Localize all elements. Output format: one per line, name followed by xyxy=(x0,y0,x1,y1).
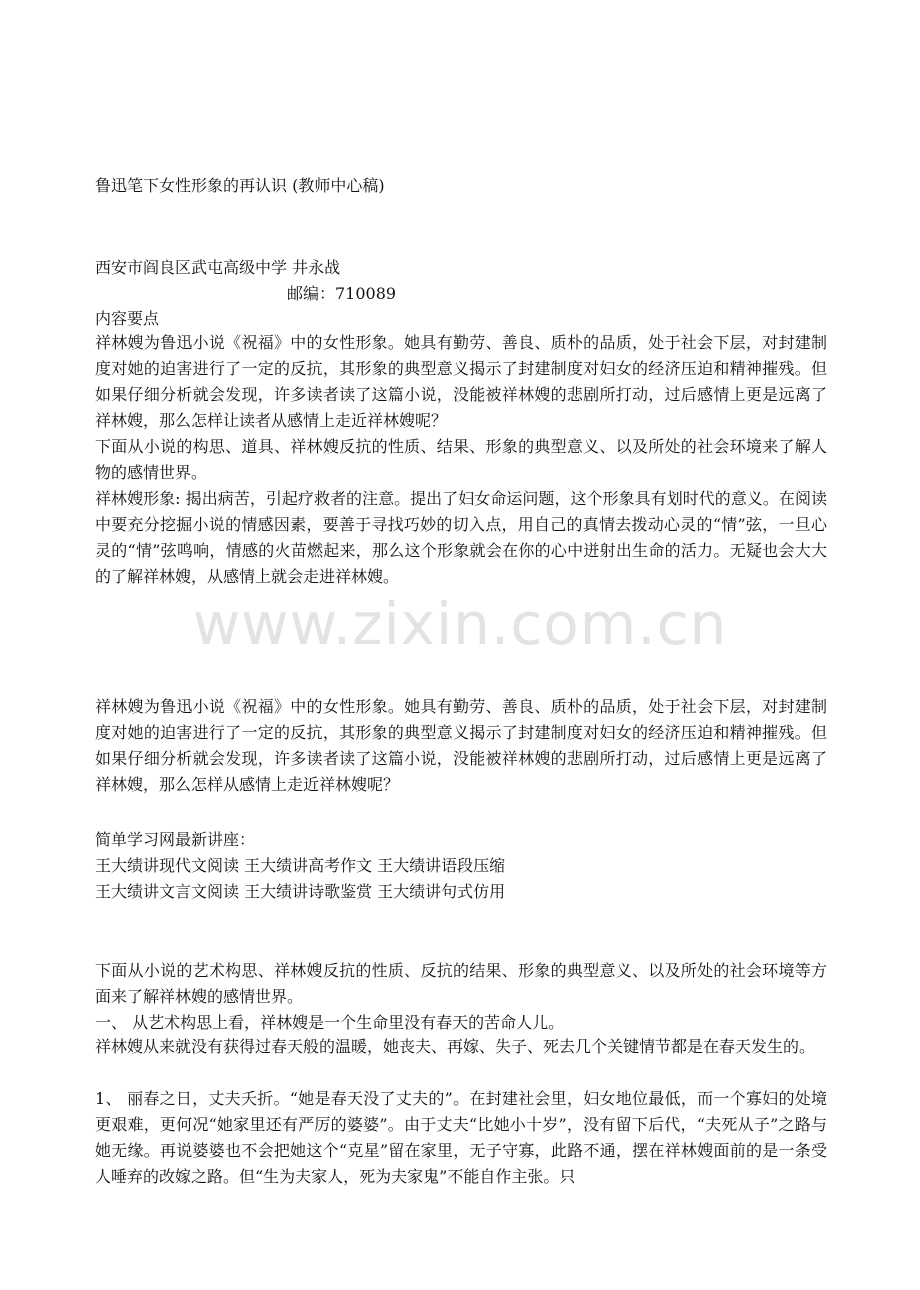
section-heading-1: 一、 从艺术构思上看，祥林嫂是一个生命里没有春天的苦命人儿。 xyxy=(95,1013,565,1032)
ad-lecture-list-1: 王大绩讲现代文阅读 王大绩讲高考作文 王大绩讲语段压缩 xyxy=(95,856,506,875)
ad-heading: 简单学习网最新讲座： xyxy=(95,830,256,849)
summary-heading: 内容要点 xyxy=(95,309,160,328)
author-line: 西安市阎良区武屯高级中学 井永战 xyxy=(95,258,341,277)
section-intro-paragraph: 下面从小说的艺术构思、祥林嫂反抗的性质、反抗的结果、形象的典型意义、以及所处的社会环境等方面来了解祥林嫂的感情世界。 xyxy=(95,961,827,1006)
document-title: 鲁迅笔下女性形象的再认识 (教师中心稿) xyxy=(95,176,385,195)
spring-paragraph: 祥林嫂从来就没有获得过春天般的温暖，她丧夫、再嫁、失子、死去几个关键情节都是在春天发生的。 xyxy=(95,1037,816,1056)
summary-paragraph-1: 祥林嫂为鲁迅小说《祝福》中的女性形象。她具有勤劳、善良、质朴的品质，处于社会下层，对封建制度对她的迫害进行了一定的反抗，其形象的典型意义揭示了封建制度对妇女的经济压迫和精神摧残。但如果仔细分析就会发现，许多读者读了这篇小说，没能被祥林嫂的悲剧所打动，过后感情上更是远离了祥林嫂，那么怎样让读者从感情上走近祥林嫂呢？ xyxy=(95,333,827,430)
watermark: www.zixin.com.cn xyxy=(192,590,728,658)
body-intro-paragraph: 祥林嫂为鲁迅小说《祝福》中的女性形象。她具有勤劳、善良、质朴的品质，处于社会下层，对封建制度对她的迫害进行了一定的反抗，其形象的典型意义揭示了封建制度对妇女的经济压迫和精神摧残。但如果仔细分析就会发现，许多读者读了这篇小说，没能被祥林嫂的悲剧所打动，过后感情上更是远离了祥林嫂，那么怎样从感情上走近祥林嫂呢？ xyxy=(95,697,827,794)
summary-paragraph-3: 祥林嫂形象: 揭出病苦，引起疗救者的注意。提出了妇女命运问题，这个形象具有划时代的意义。在阅读中要充分挖掘小说的情感因素，要善于寻找巧妙的切入点，用自己的真情去拨动心灵的“情”弦，一旦心灵的“情”弦鸣响，情感的火苗燃起来，那么这个形象就会在你的心中迸射出生命的活力。无疑也会大大的了解祥林嫂，从感情上就会走进祥林嫂。 xyxy=(95,489,827,586)
postcode-line: 邮编：710089 xyxy=(287,284,397,303)
summary-paragraph-2: 下面从小说的构思、道具、祥林嫂反抗的性质、结果、形象的典型意义、以及所处的社会环境来了解人物的感情世界。 xyxy=(95,437,827,482)
ad-lecture-list-2: 王大绩讲文言文阅读 王大绩讲诗歌鉴赏 王大绩讲句式仿用 xyxy=(95,882,506,901)
item-1-paragraph: 1、 丽春之日，丈夫夭折。“她是春天没了丈夫的”。在封建社会里，妇女地位最低，而一个寡妇的处境更艰难，更何况“她家里还有严厉的婆婆”。由于丈夫“比她小十岁”，没有留下后代，“夫死从子”之路与她无缘。再说婆婆也不会把她这个“克星”留在家里，无子守寡，此路不通，摆在祥林嫂面前的是一条受人唾弃的改嫁之路。但“生为夫家人，死为夫家鬼”不能自作主张。只 xyxy=(95,1089,827,1186)
